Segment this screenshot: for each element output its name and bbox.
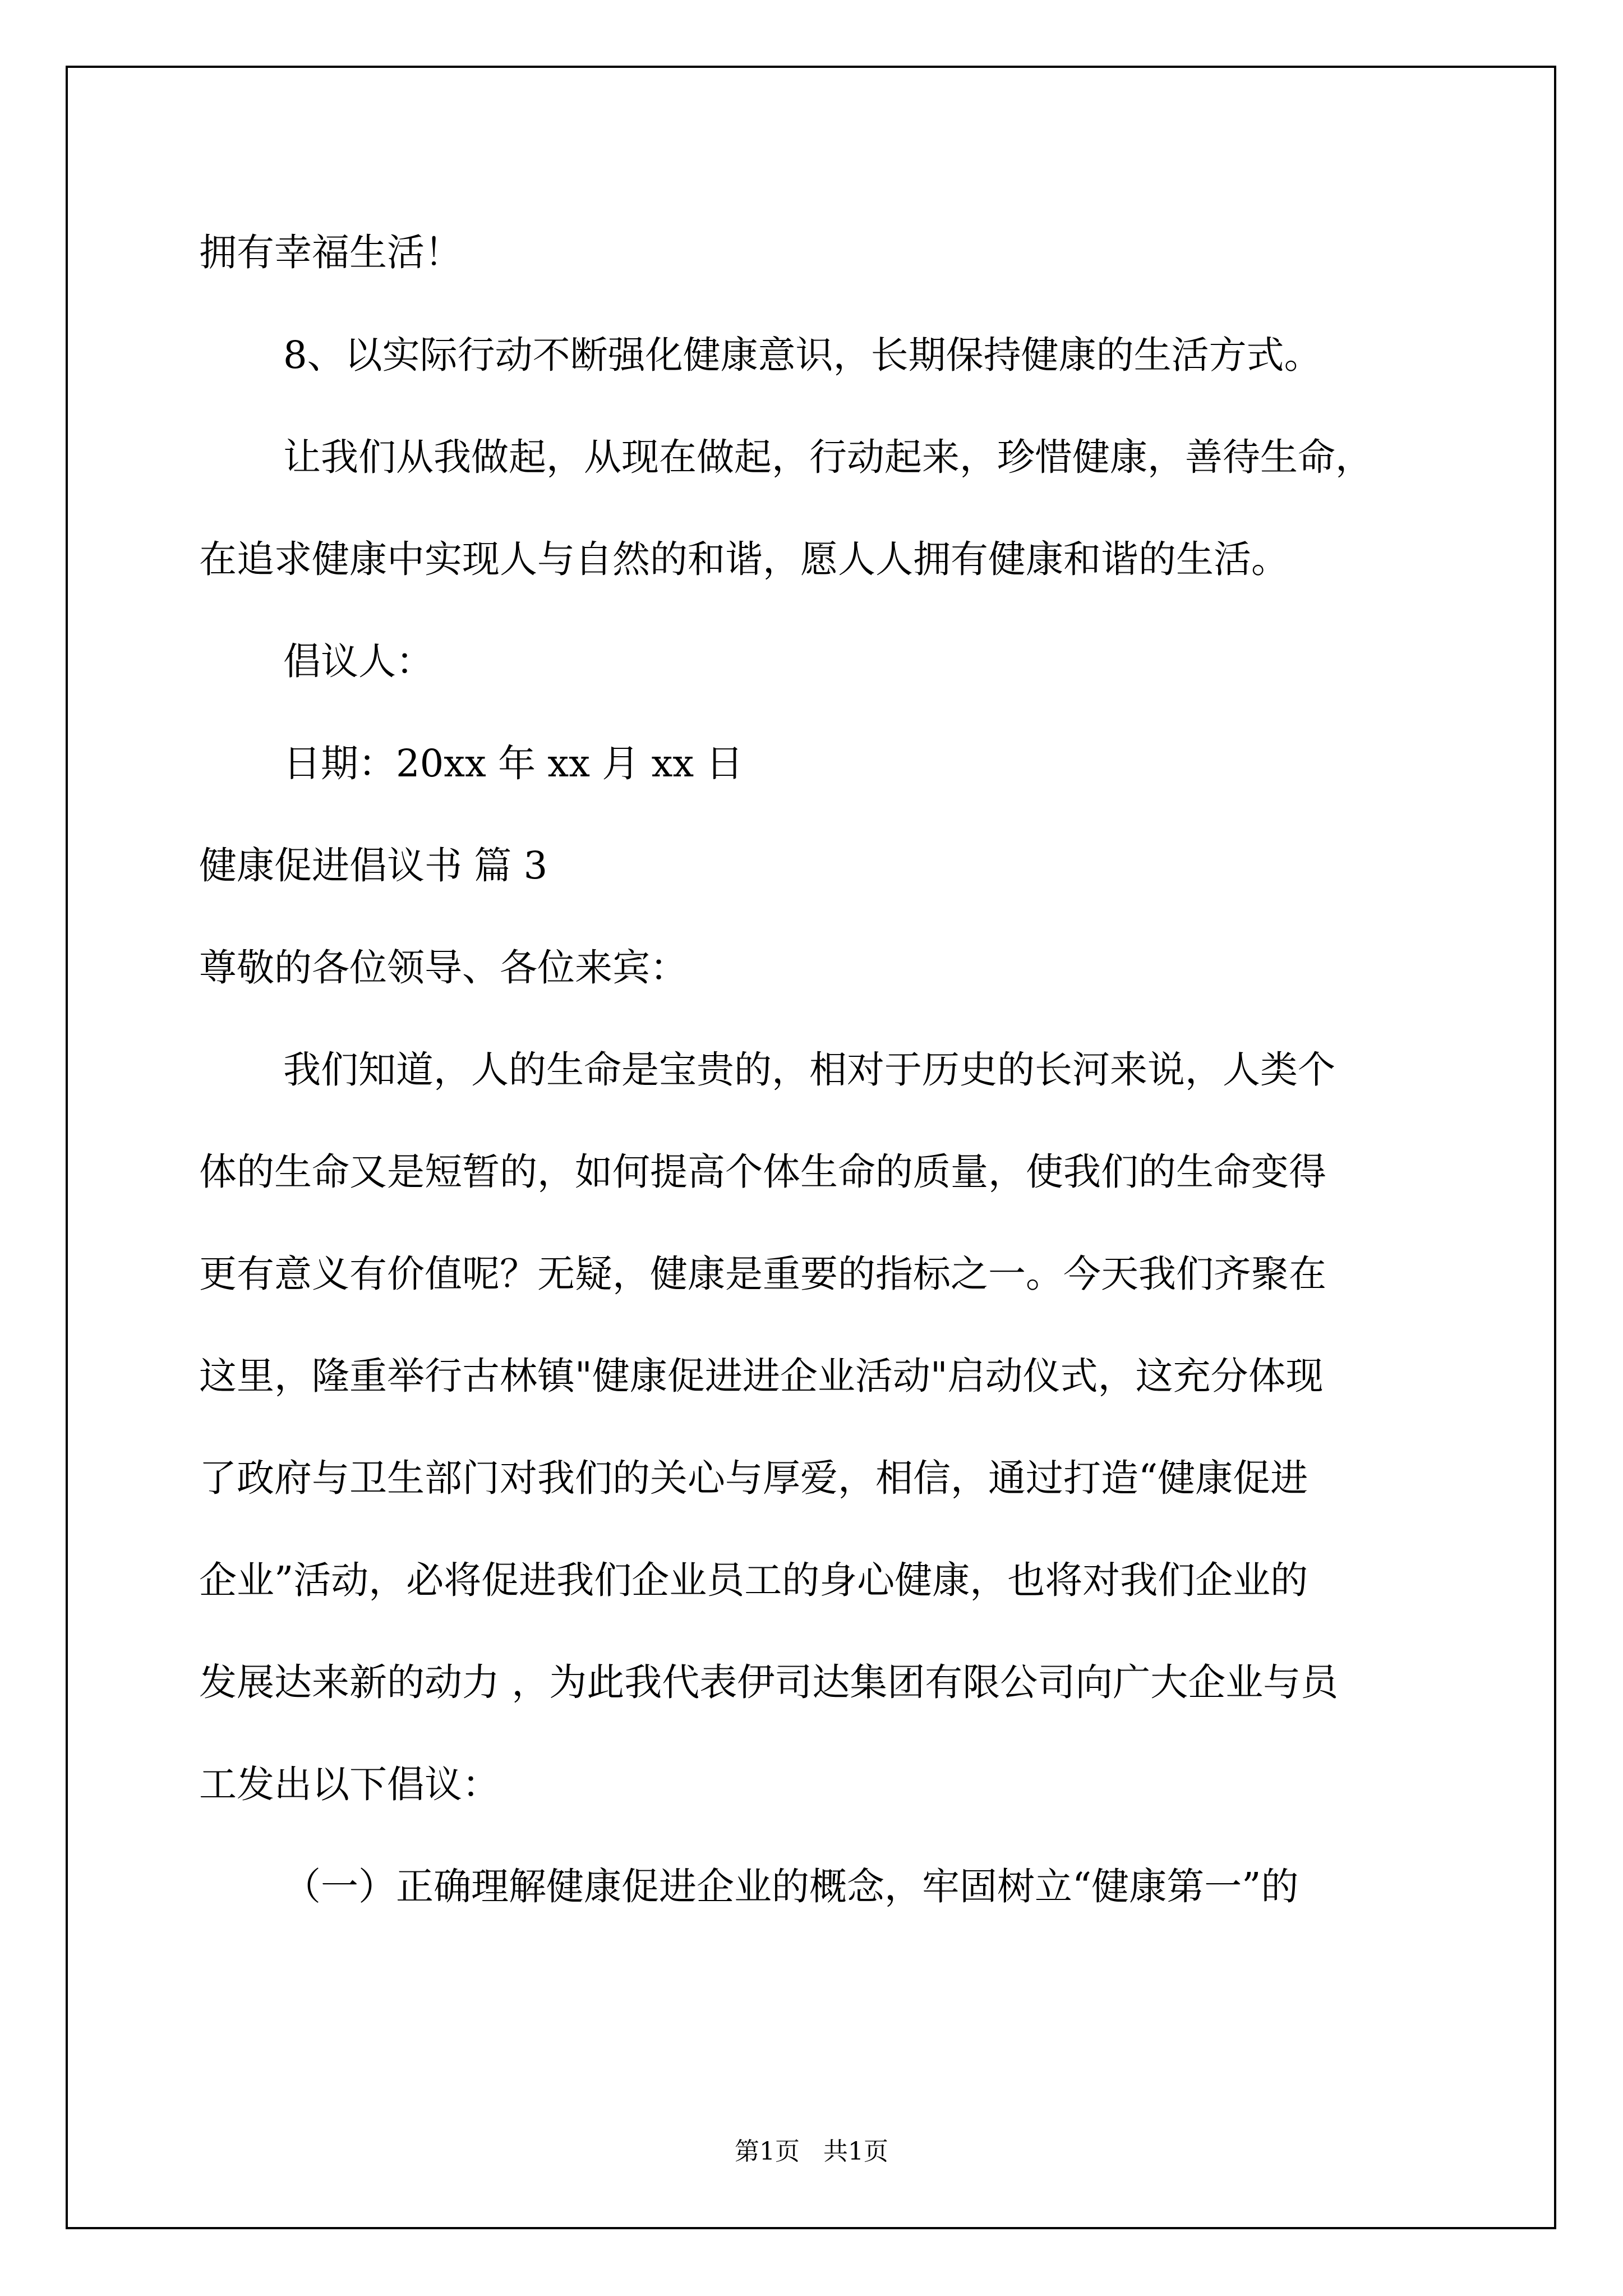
text-line-6: 日期：20xx 年 xx 月 xx 日 xyxy=(283,742,744,785)
text-line-14: 企业”活动，必将促进我们企业员工的身心健康，也将对我们企业的 xyxy=(199,1558,1308,1602)
text-line-13: 了政府与卫生部门对我们的关心与厚爱，相信，通过打造“健康促进 xyxy=(199,1456,1308,1500)
text-line-11: 更有意义有价值呢？无疑，健康是重要的指标之一。今天我们齐聚在 xyxy=(199,1252,1326,1296)
text-line-2: 8、以实际行动不断强化健康意识，长期保持健康的生活方式。 xyxy=(283,333,1322,377)
text-line-9: 我们知道，人的生命是宝贵的，相对于历史的长河来说，人类个 xyxy=(283,1048,1335,1092)
text-line-16: 工发出以下倡议： xyxy=(199,1763,500,1806)
page-footer: 第1页 共1页 xyxy=(735,2137,888,2166)
section-heading: 健康促进倡议书 篇 3 xyxy=(199,844,548,887)
text-line-5: 倡议人： xyxy=(283,639,434,683)
text-line-1: 拥有幸福生活！ xyxy=(199,231,462,274)
text-line-12: 这里，隆重举行古林镇"健康促进进企业活动"启动仪式，这充分体现 xyxy=(199,1354,1324,1398)
text-line-4: 在追求健康中实现人与自然的和谐，愿人人拥有健康和谐的生活。 xyxy=(199,537,1289,581)
text-line-10: 体的生命又是短暂的，如何提高个体生命的质量，使我们的生命变得 xyxy=(199,1150,1326,1194)
text-line-3: 让我们从我做起，从现在做起，行动起来，珍惜健康，善待生命， xyxy=(283,435,1373,479)
text-line-17: （一）正确理解健康促进企业的概念，牢固树立“健康第一”的 xyxy=(283,1865,1299,1908)
text-line-15: 发展达来新的动力 ，为此我代表伊司达集团有限公司向广大企业与员 xyxy=(199,1660,1339,1704)
salutation: 尊敬的各位领导、各位来宾： xyxy=(199,946,688,990)
